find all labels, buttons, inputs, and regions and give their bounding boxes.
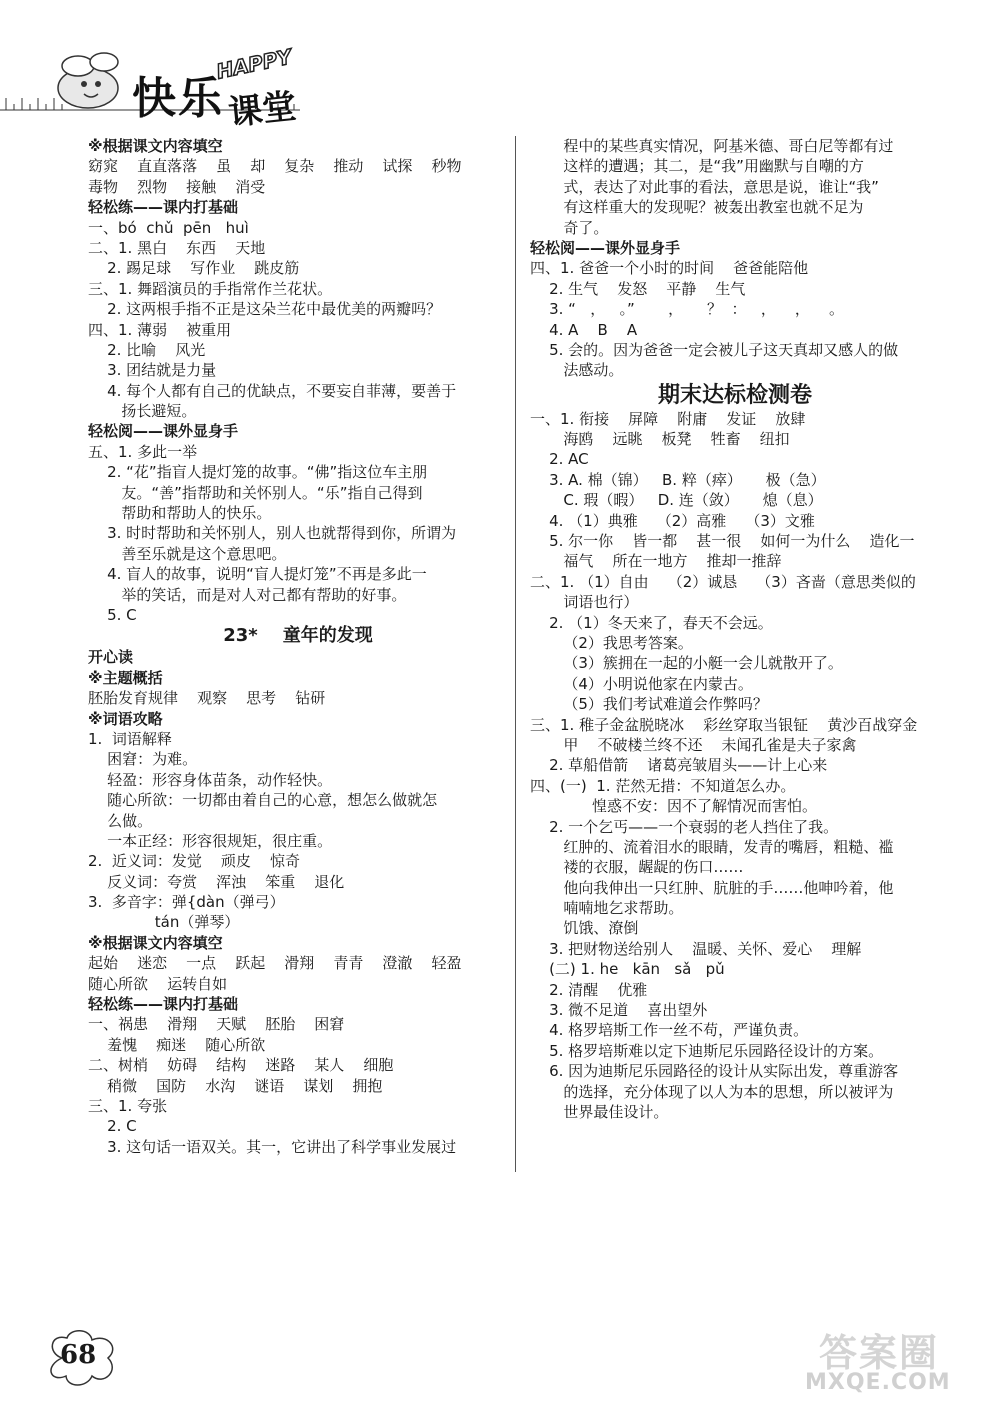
answer-line: 三、1. 夸张	[88, 1096, 168, 1115]
answer-line: 4. 格罗培斯工作一丝不苟，严谨负责。	[530, 1021, 809, 1040]
answer-line: 2. 踢足球 写作业 跳皮筋	[88, 259, 300, 278]
answer-line: (二) 1. he kān sǎ pǔ	[530, 960, 725, 979]
answer-line: （5）我们考试难道会作弊吗？	[530, 695, 768, 714]
answer-line: 4. A B A	[530, 320, 638, 339]
answer-line: 海鸥 远眺 板凳 牲畜 纽扣	[530, 430, 790, 449]
answer-line: 式，表达了对此事的看法，意思是说，谁让“我”	[530, 177, 879, 196]
answer-line: 四、1. 爸爸一个小时的时间 爸爸能陪他	[530, 259, 809, 278]
answer-line: 他向我伸出一只红肿、肮脏的手……他呻吟着，他	[530, 878, 894, 897]
answer-line: 3. A. 棉（锦） B. 粹（瘁） 极（急）	[530, 470, 826, 489]
answer-line: 3. 把财物送给别人 温暖、关怀、爱心 理解	[530, 939, 862, 958]
answer-line: 奇了。	[530, 218, 609, 237]
logo-sub-text: 课堂	[226, 86, 299, 134]
answer-line: 3. 多音字：弹{dàn（弹弓）	[88, 893, 285, 912]
logo-happy-text: HAPPY	[214, 44, 294, 84]
answer-line: 有这样重大的发现呢？被轰出教室也就不足为	[530, 198, 864, 217]
answer-line: 红肿的、流着泪水的眼睛，发青的嘴唇，粗糙、褴	[530, 837, 894, 856]
answer-line: 稍微 国防 水沟 谜语 谋划 拥抱	[88, 1076, 383, 1095]
watermark	[805, 1322, 985, 1402]
answer-line: 3. 团结就是力量	[88, 361, 217, 380]
answer-line: 窈窕 直直落落 虽 却 复杂 推动 试探 秒物	[88, 157, 462, 176]
answer-line: 饥饿、潦倒	[530, 919, 639, 938]
answer-line: 1. 词语解释	[88, 729, 172, 748]
answer-line: 福气 所在一地方 推却一推辞	[530, 552, 782, 571]
page-number-badge	[42, 1328, 122, 1388]
answer-line: 胚胎发育规律 观察 思考 钻研	[88, 689, 326, 708]
subsection-label: 轻松练——课内打基础	[88, 995, 239, 1014]
answer-line: 褛的衣服，龌龊的伤口……	[530, 858, 744, 877]
watermark-main: 答案圈	[819, 1331, 940, 1375]
answer-line: 6. 因为迪斯尼乐园路径的设计从实际出发，尊重游客	[530, 1062, 899, 1081]
answer-line: 四、(一) 1. 茫然无措：不知道怎么办。	[530, 776, 796, 795]
left-column	[88, 136, 508, 1157]
answer-line: 4. 盲人的故事，说明“盲人提灯笼”不再是多此一	[88, 565, 427, 584]
answer-line: 帮助和帮助人的快乐。	[88, 504, 272, 523]
answer-line: 程中的某些真实情况，阿基米德、哥白尼等都有过	[530, 137, 894, 155]
answer-line: 这样的遭遇；其二，是“我”用幽默与自嘲的方	[530, 157, 864, 176]
answer-line: 2. 一个乞丐——一个衰弱的老人挡住了我。	[530, 817, 839, 836]
answer-line: 4. （1）典雅 （2）高雅 （3）文雅	[530, 511, 815, 530]
answer-line: 2. 比喻 风光	[88, 340, 206, 359]
answer-line: 甲 不破楼兰终不还 未闻孔雀是夫子家禽	[530, 735, 857, 754]
answer-line: 3. 时时帮助和关怀别人，别人也就帮得到你，所谓为	[88, 524, 457, 543]
answer-line: 2. 清醒 优雅	[530, 980, 648, 999]
answer-line: 一本正经：形容很规矩，很庄重。	[88, 831, 333, 850]
answer-line: （2）我思考答案。	[530, 633, 693, 652]
page-header	[0, 0, 1000, 135]
answer-line: 起始 迷恋 一点 跃起 滑翔 青青 澄澈 轻盈	[88, 954, 462, 973]
answer-line: 二、1. 黑白 东西 天地	[88, 238, 266, 257]
mascot-icon	[40, 40, 135, 120]
subsection-label: 轻松练——课内打基础	[88, 198, 239, 217]
answer-line: 么做。	[88, 811, 153, 830]
answer-line: 随心所欲：一切都由着自己的心意，想怎么做就怎	[88, 791, 438, 810]
answer-line: 的选择，充分体现了以人为本的思想，所以被评为	[530, 1082, 894, 1101]
answer-line: 3. 微不足道 喜出望外	[530, 1001, 708, 1020]
answer-line: 2. C	[88, 1117, 137, 1136]
answer-line: （4）小明说他家在内蒙古。	[530, 674, 753, 693]
answer-line: 世界最佳设计。	[530, 1102, 669, 1121]
answer-line: 扬长避短。	[88, 402, 197, 421]
answer-line: tán（弹琴）	[88, 913, 240, 932]
answer-line: 2. 草船借箭 诸葛亮皱眉头——计上心来	[530, 756, 828, 775]
subsection-label: 轻松阅——课外显身手	[530, 238, 681, 257]
answer-line: 善至乐就是这个意思吧。	[88, 544, 287, 563]
answer-line: 2. 生气 发怒 平静 生气	[530, 279, 746, 298]
answer-line: 5. C	[88, 605, 137, 624]
answer-line: 2. （1）冬天来了，春天不会远。	[530, 613, 773, 632]
subsection-label: 开心读	[88, 648, 134, 667]
answer-line: 举的笑话，而是对人对己都有帮助的好事。	[88, 585, 407, 604]
answer-line: 2. 近义词：发觉 顽皮 惊奇	[88, 852, 300, 871]
answer-line: 4. 每个人都有自己的优缺点，不要妄自菲薄，要善于	[88, 381, 457, 400]
answer-line: 一、bó chǔ pēn huì	[88, 218, 249, 237]
answer-line: 2. 这两根手指不正是这朵兰花中最优美的两瓣吗？	[88, 300, 442, 319]
answer-line: 2. AC	[530, 450, 589, 469]
column-divider	[515, 136, 516, 1172]
answer-line: 三、1. 稚子金盆脱晓冰 彩丝穿取当银钲 黄沙百战穿金	[530, 715, 918, 734]
answer-line: 友。“善”指帮助和关怀别人。“乐”指自己得到	[88, 483, 423, 502]
answer-line: 困窘：为难。	[88, 750, 198, 769]
answer-line: 法感动。	[530, 361, 624, 380]
answer-line: 词语也行）	[530, 593, 639, 612]
answer-line: 惶惑不安：因不了解情况而害怕。	[530, 797, 817, 816]
subsection-label: ※词语攻略	[88, 709, 163, 728]
answer-line: 3. 这句话一语双关。其一，它讲出了科学事业发展过	[88, 1137, 457, 1156]
answer-line: 四、1. 薄弱 被重用	[88, 320, 232, 339]
subsection-label: ※主题概括	[88, 668, 163, 687]
answer-line: 一、1. 衔接 屏障 附庸 发证 放肆	[530, 409, 806, 428]
answer-line: （3）簇拥在一起的小艇一会儿就散开了。	[530, 654, 843, 673]
subsection-label: ※根据课文内容填空	[88, 137, 223, 155]
answer-line: 三、1. 舞蹈演员的手指常作兰花状。	[88, 279, 333, 298]
section-heading: 23* 童年的发现	[223, 625, 373, 647]
subsection-label: 轻松阅——课外显身手	[88, 422, 239, 441]
answer-line: 5. 格罗培斯难以定下迪斯尼乐园路径设计的方案。	[530, 1041, 884, 1060]
answer-line: 3. “ ， 。” ， ？ ： ， ， 。	[530, 300, 845, 319]
section-heading: 期末达标检测卷	[657, 381, 812, 408]
answer-line: 随心所欲 运转自如	[88, 974, 228, 993]
answer-line: 二、1. （1）自由 （2）诚恳 （3）吝啬（意思类似的	[530, 572, 916, 591]
watermark-url: MXQE.COM	[805, 1370, 951, 1395]
answer-line: 5. 尔一你 皆一都 甚一很 如何一为什么 造化一	[530, 532, 915, 551]
subsection-label: ※根据课文内容填空	[88, 933, 223, 952]
answer-line: 羞愧 痴迷 随心所欲	[88, 1035, 266, 1054]
answer-line: 五、1. 多此一举	[88, 442, 198, 461]
page-number: 68	[60, 1340, 97, 1370]
answer-line: 2. “花”指盲人提灯笼的故事。“佛”指这位车主朋	[88, 463, 428, 482]
answer-line: 反义词：夸赏 浑浊 笨重 退化	[88, 872, 345, 891]
answer-line: 5. 会的。因为爸爸一定会被儿子这天真却又感人的做	[530, 340, 899, 359]
answer-line: C. 瑕（暇） D. 连（敛） 熄（息）	[530, 491, 823, 510]
right-column	[530, 136, 940, 1122]
answer-line: 毒物 烈物 接触 消受	[88, 177, 266, 196]
logo-main-text: 快乐	[132, 73, 224, 124]
answer-line: 一、祸患 滑翔 天赋 胚胎 困窘	[88, 1015, 345, 1034]
answer-line: 喃喃地乞求帮助。	[530, 899, 684, 918]
answer-line: 二、树梢 妨碍 结构 迷路 某人 细胞	[88, 1056, 394, 1075]
answer-line: 轻盈：形容身体苗条，动作轻快。	[88, 770, 333, 789]
